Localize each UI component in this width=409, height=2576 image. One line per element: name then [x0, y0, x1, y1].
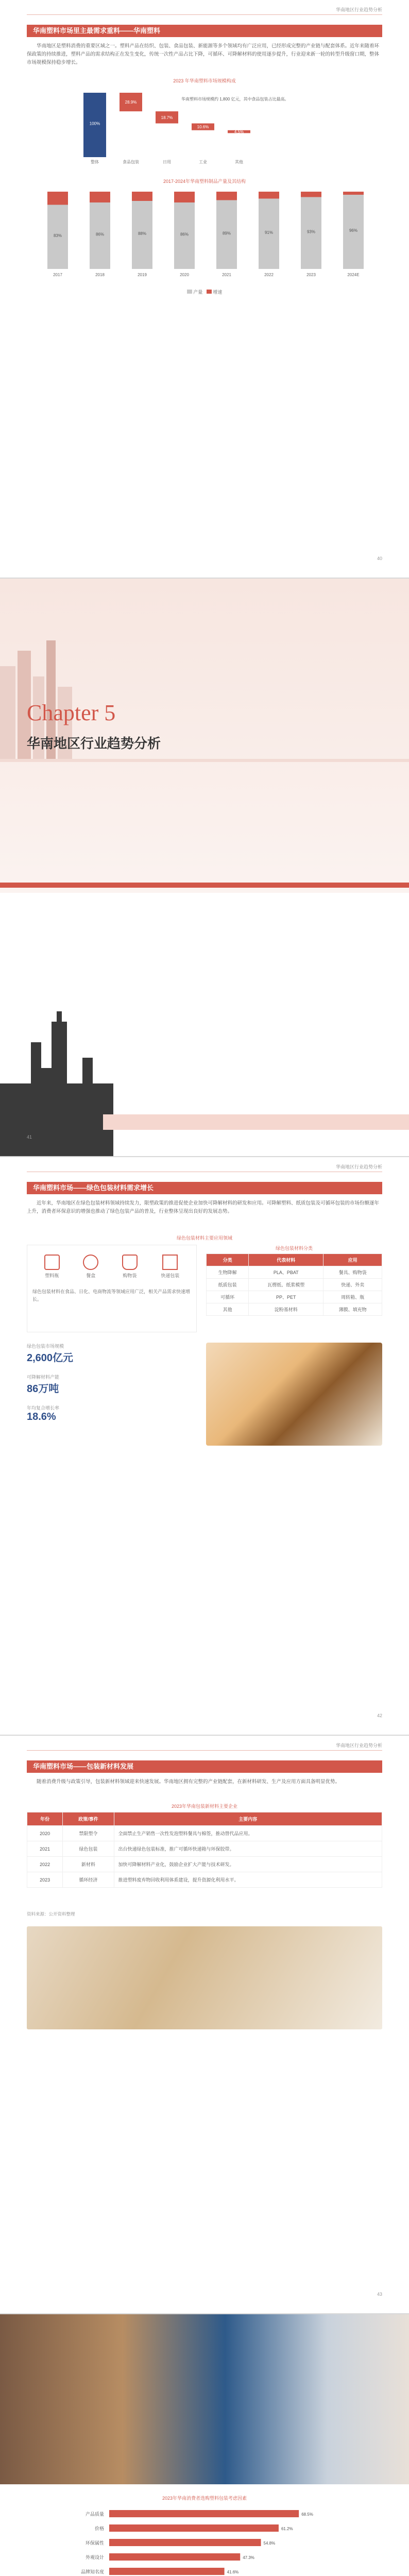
table-cell: PP、PET [249, 1291, 323, 1303]
x-tick-label: 2022 [264, 273, 274, 277]
table-cell: 全面禁止生产销售一次性发泡塑料餐具与棉签，推动替代品应用。 [114, 1826, 382, 1841]
application-box [27, 1245, 197, 1332]
table-header-cell: 主要内容 [114, 1812, 382, 1826]
bar-segment-growth [301, 192, 321, 197]
x-tick-label: 日用 [163, 160, 171, 164]
bar-data-label: 4.5% [234, 129, 244, 134]
table-cell: 薄膜、填充物 [323, 1303, 382, 1316]
table-header-cell: 年份 [27, 1812, 63, 1826]
bar-data-label: 96% [349, 228, 358, 233]
x-tick-label: 2021 [222, 273, 231, 277]
y-tick-label: 产品质量 [85, 2512, 104, 2517]
x-tick-label: 2020 [180, 273, 189, 277]
bar-data-label: 88% [138, 231, 147, 236]
x-tick-label: 食品包装 [123, 160, 139, 164]
page-number: 41 [27, 1134, 32, 1140]
page-number: 42 [377, 1713, 382, 1718]
waterfall-chart [27, 85, 382, 167]
bottle-icon [44, 1255, 60, 1270]
table-cell: 加快可降解材料产业化，鼓励企业扩大产能与技术研发。 [114, 1857, 382, 1872]
table-row [27, 1826, 382, 1841]
icon-label: 塑料瓶 [45, 1273, 59, 1278]
table-row [207, 1279, 382, 1291]
table-row [207, 1303, 382, 1316]
table-cell: 推进塑料废弃物回收利用体系建设，提升资源化利用水平。 [114, 1872, 382, 1888]
bottle-icon-item [44, 1255, 60, 1279]
category-table-grid [206, 1253, 382, 1316]
table-cell: 绿色包装 [63, 1841, 114, 1857]
bag-icon-item [122, 1255, 138, 1279]
table-cell: 禁限塑令 [63, 1826, 114, 1841]
bar-segment-growth [216, 192, 237, 200]
page-3 [0, 1157, 409, 1736]
page-5 [0, 2314, 409, 2576]
body-paragraph: 华南地区是塑料消费的重要区域之一。塑料产品在纺织、包装、食品包装、新能源等多个领域均有广泛应用，已经形成完整的产业链与配套体系。近年来随着环保政策的持续推进，塑料产品的需求结构正在发生变化，传统一次性产品占比下降，可循环、可降解材料的使用逐步提升，行业迎来新一轮的转型升级窗口期，整体市场规模保持稳步增长。 [27, 43, 380, 65]
table-header-cell: 政策/事件 [63, 1812, 114, 1826]
horizontal-bar-chart [27, 2505, 382, 2576]
parcel-icon-item [161, 1255, 179, 1279]
table-row [27, 1872, 382, 1888]
table-cell: 纸质包装 [207, 1279, 249, 1291]
box-title: 绿色包装材料主要应用领域 [176, 1235, 232, 1241]
table-cell: 周转箱、瓶 [323, 1291, 382, 1303]
table-cell: 可循环 [207, 1291, 249, 1303]
stat-value: 2,600亿元 [27, 1352, 74, 1364]
table-header-row [27, 1812, 382, 1826]
chapter-title: 华南地区行业趋势分析 [27, 736, 161, 751]
body-paragraph: 近年来，华南地区在绿色包装材料领域持续发力，限塑政策的推进促使企业加快可降解材料的研发和应用。可降解塑料、纸质包装及可循环包装的市场份额逐年上升，消费者环保意识的增强也推动了绿色包装产品的普及，行业整体呈现出良好的发展态势。 [27, 1200, 380, 1214]
bar-data-label: 86% [95, 232, 105, 237]
table-row [27, 1841, 382, 1857]
table-cell: 2023 [27, 1872, 63, 1888]
table-cell: 2021 [27, 1841, 63, 1857]
section-tag: 华南塑料市场——绿色包装材料需求增长 [27, 1182, 382, 1194]
page-1 [0, 0, 409, 579]
page-number: 40 [377, 556, 382, 561]
table-row [207, 1291, 382, 1303]
table-row [207, 1254, 382, 1266]
chapter-cover-art [0, 579, 409, 1157]
page-4 [0, 1736, 409, 2314]
chart-annotation: 华南塑料市场规模约 1,800 亿元，其中食品包装占比最高。 [181, 97, 289, 101]
x-tick-label: 2024E [347, 273, 360, 277]
stat-label: 绿色包装市场规模 [27, 1344, 64, 1349]
legend-item: 产量 [193, 290, 203, 295]
bar-data-label: 28.9% [125, 100, 137, 105]
y-tick-label: 外观设计 [85, 2555, 104, 2560]
table-cell: 2022 [27, 1857, 63, 1872]
paper-cups-photo [27, 1926, 382, 2029]
bar-data-label: 91% [264, 230, 274, 235]
header-text: 华南地区行业趋势分析 [335, 1164, 382, 1170]
bar-segment-growth [174, 192, 195, 202]
x-tick-label: 2023 [306, 273, 316, 277]
x-tick-label: 2017 [53, 273, 62, 277]
table-cell: 分类 [207, 1254, 249, 1266]
bar-data-label: 18.7% [161, 115, 173, 120]
header-line [27, 1750, 382, 1751]
stat-item [27, 1404, 197, 1423]
bag-icon [122, 1255, 138, 1270]
x-tick-label: 2019 [138, 273, 147, 277]
header-text: 华南地区行业趋势分析 [335, 1743, 382, 1748]
box-icon-item [83, 1255, 98, 1279]
bar-segment-growth [343, 192, 364, 195]
parcel-icon [162, 1255, 178, 1270]
hbar [109, 2568, 225, 2575]
policy-table-grid [27, 1812, 382, 1888]
bar-data-label: 61.2% [281, 2527, 293, 2531]
bar-data-label: 68.5% [301, 2512, 313, 2517]
page-2 [0, 579, 409, 1157]
chart-caption: 2023年华南消费者选购塑料包装考虑因素 [162, 2496, 247, 2501]
x-tick-label: 整体 [91, 160, 99, 164]
box-text: 绿色包装材料在食品、日化、电商物流等领域应用广泛，相关产品需求快速增长。 [32, 1289, 191, 1302]
table-cell: 其他 [207, 1303, 249, 1316]
category-table [206, 1245, 382, 1316]
section-tag: 华南塑料市场里主最需求重料——华南塑料 [27, 25, 382, 37]
stacked-bar-chart [27, 187, 382, 284]
policy-table [27, 1812, 382, 1888]
bar-segment-growth [90, 192, 110, 202]
table-cell: 新材料 [63, 1857, 114, 1872]
table-cell: 循环经济 [63, 1872, 114, 1888]
chapter-number: Chapter 5 [27, 700, 116, 725]
table-cell: 出台快递绿色包装标准，推广可循环快递箱与环保胶带。 [114, 1841, 382, 1857]
food-box-icon [83, 1255, 98, 1270]
y-tick-label: 环保属性 [85, 2540, 104, 2546]
source-note: 资料来源：公开资料整理 [27, 1911, 75, 1917]
legend-item: 增速 [213, 290, 223, 295]
table-row [207, 1266, 382, 1279]
table-cell: 代表材料 [249, 1254, 323, 1266]
icon-label: 快递包装 [161, 1273, 180, 1278]
table-cell: 餐具、购物袋 [323, 1266, 382, 1279]
icon-label: 餐盒 [86, 1273, 96, 1278]
hbar [109, 2539, 261, 2546]
stats-list [27, 1343, 197, 1432]
stat-value: 86万吨 [27, 1383, 59, 1395]
table-title: 绿色包装材料分类 [275, 1246, 313, 1251]
table-row [27, 1857, 382, 1872]
bar-data-label: 86% [180, 232, 189, 237]
hbar [109, 2524, 279, 2532]
bar-data-label: 89% [222, 231, 231, 236]
delivery-photo [0, 2314, 409, 2484]
y-tick-label: 品牌知名度 [80, 2569, 104, 2574]
bar-segment-growth [47, 192, 68, 205]
stat-label: 可降解材料产能 [27, 1375, 60, 1380]
chart-caption: 2017-2024年华南塑料制品产量及其结构 [163, 179, 246, 184]
stat-value: 18.6% [27, 1411, 56, 1422]
hbar [109, 2510, 299, 2517]
y-tick-label: 价格 [94, 2526, 104, 2531]
food-photo [206, 1343, 382, 1446]
table-cell: 淀粉基材料 [249, 1303, 323, 1316]
chart-caption: 2023 年华南塑料市场规模构成 [173, 78, 236, 83]
bar-data-label: 54.8% [263, 2541, 276, 2546]
stat-item [27, 1374, 197, 1395]
bar-data-label: 41.6% [227, 2570, 239, 2574]
table-cell: PLA、PBAT [249, 1266, 323, 1279]
bar-data-label: 10.6% [197, 125, 209, 130]
bar-segment-growth [132, 192, 152, 201]
table-title: 2023年华南包装新材料主要企业 [171, 1804, 238, 1809]
bar-data-label: 100% [89, 121, 100, 126]
bar-segment-growth [259, 192, 279, 199]
page-number: 43 [377, 2292, 382, 2297]
x-tick-label: 2018 [95, 273, 105, 277]
header-line [27, 14, 382, 15]
header-text: 华南地区行业趋势分析 [335, 7, 382, 12]
stat-label: 年均复合增长率 [27, 1405, 60, 1411]
table-cell: 瓦楞纸、纸浆模塑 [249, 1279, 323, 1291]
icon-label: 购物袋 [123, 1273, 137, 1278]
bar-data-label: 83% [53, 233, 62, 238]
table-cell: 应用 [323, 1254, 382, 1266]
table-cell: 2020 [27, 1826, 63, 1841]
stat-item [27, 1343, 197, 1364]
body-paragraph: 随着消费升级与政策引导，包装新材料领域迎来快速发展。华南地区拥有完整的产业链配套，在新材料研发、生产及应用方面具备明显优势。 [37, 1779, 340, 1785]
table-cell: 快递、外卖 [323, 1279, 382, 1291]
x-tick-label: 其他 [235, 160, 243, 164]
x-tick-label: 工业 [199, 160, 207, 164]
section-tag: 华南塑料市场——包装新材料发展 [27, 1760, 382, 1773]
table-cell: 生物降解 [207, 1266, 249, 1279]
bar-data-label: 93% [306, 229, 316, 234]
bar-data-label: 47.3% [243, 2555, 254, 2560]
legend [0, 289, 409, 295]
hbar [109, 2553, 240, 2561]
